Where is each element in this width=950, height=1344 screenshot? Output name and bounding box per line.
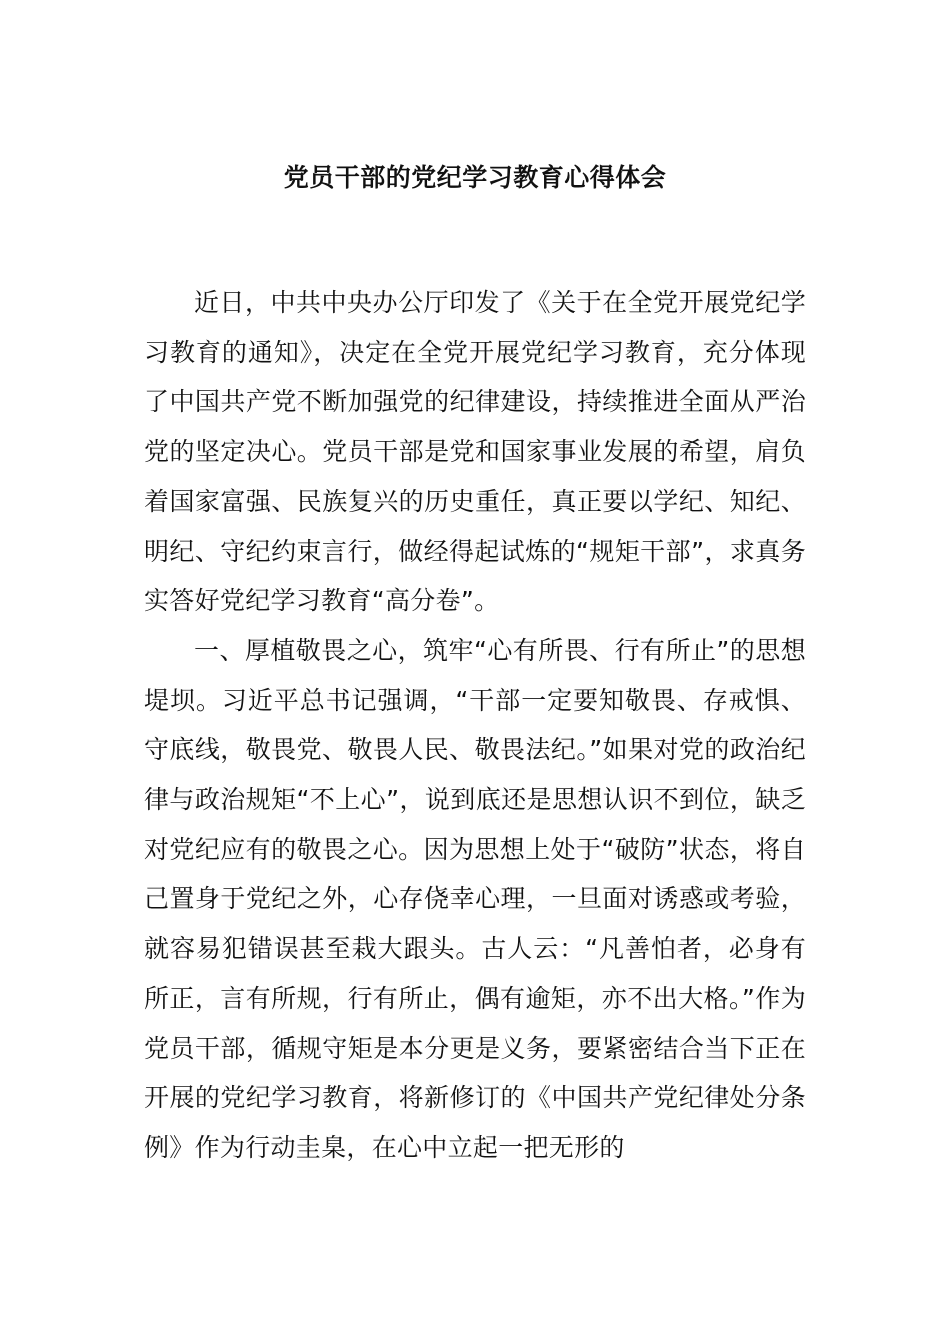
document-title: 党员干部的党纪学习教育心得体会 xyxy=(283,163,667,192)
document-body xyxy=(144,278,806,1173)
paragraph-intro: 近日，中共中央办公厅印发了《关于在全党开展党纪学习教育的通知》，决定在全党开展党纪学习教育，充分体现了中国共产党不断加强党的纪律建设，持续推进全面从严治党的坚定决心。党员干部是党和国家事业发展的希望，肩负着国家富强、民族复兴的历史重任，真正要以学纪、知纪、明纪、守纪约束言行，做经得起试炼的“规矩干部”，求真务实答好党纪学习教育“高分卷”。 xyxy=(144,288,806,616)
paragraph-section-one: 一、厚植敬畏之心，筑牢“心有所畏、行有所止”的思想堤坝。习近平总书记强调，“干部一定要知敬畏、存戒惧、守底线，敬畏党、敬畏人民、敬畏法纪。”如果对党的政治纪律与政治规矩“不上心”，说到底还是思想认识不到位，缺乏对党纪应有的敬畏之心。因为思想上处于“破防”状态，将自己置身于党纪之外，心存侥幸心理，一旦面对诱惑或考验，就容易犯错误甚至栽大跟头。古人云：“凡善怕者，必身有所正，言有所规，行有所止，偶有逾矩，亦不出大格。”作为党员干部，循规守矩是本分更是义务，要紧密结合当下正在开展的党纪学习教育，将新修订的《中国共产党纪律处分条例》作为行动圭臬，在心中立起一把无形的 xyxy=(144,635,806,1162)
